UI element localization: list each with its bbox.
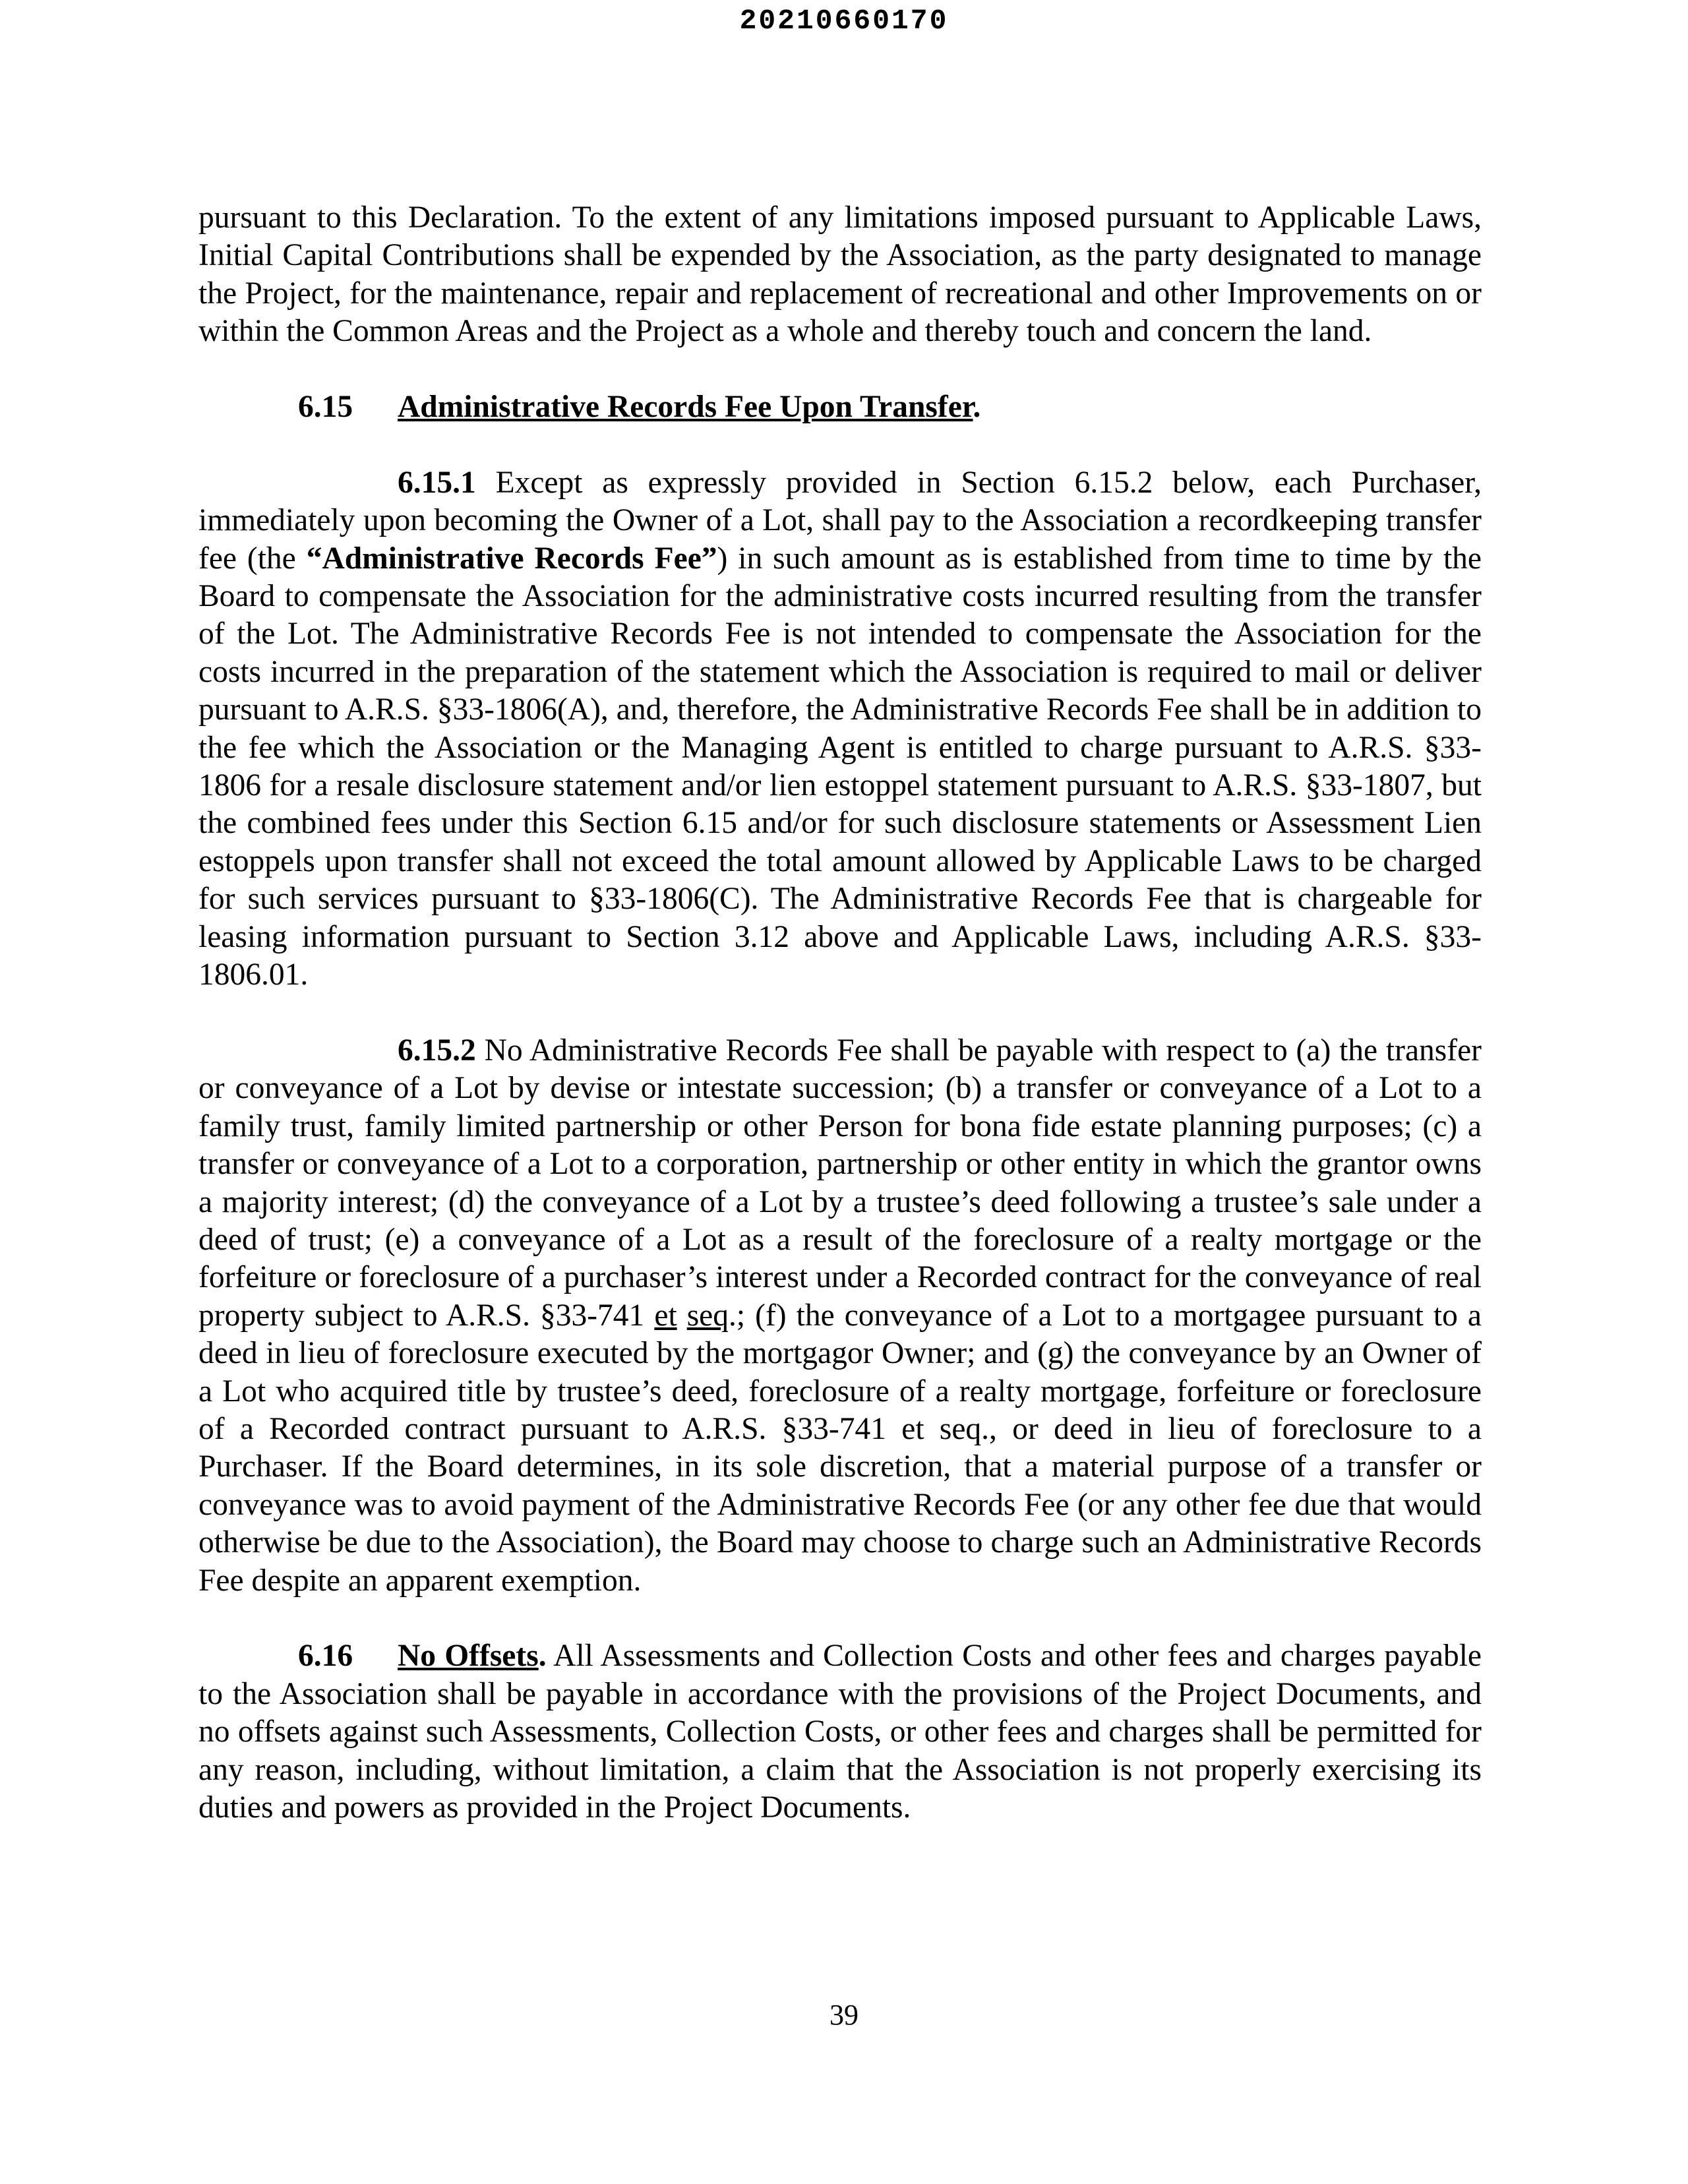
paragraph-6-15-1	[198, 464, 1482, 994]
section-title: Administrative Records Fee Upon Transfer	[398, 390, 973, 425]
paragraph-text: ) in such amount as is established from time to time by the Board to compensate the Association for the administrative costs incurred resulting from the transfer of the Lot. The Administrative Records Fee is not intended to compensate the Association for the costs incurred in the preparation of the statement which the Association is required to mail or deliver pursuant to A.R.S. §33-1806(A), and, therefore, the Administrative Records Fee shall be in addition to the fee which the Association or the Managing Agent is entitled to charge pursuant to A.R.S. §33-1806 for a resale disclosure statement and/or lien estoppel statement pursuant to A.R.S. §33-1807, but the combined fees under this Section 6.15 and/or for such disclosure statements or Assessment Lien estoppels upon transfer shall not exceed the total amount allowed by Applicable Laws to be charged for such services pursuant to §33-1806(C). The Administrative Records Fee that is chargeable for leasing information pursuant to Section 3.12 above and Applicable Laws, including A.R.S. §33-1806.01.	[198, 541, 1482, 992]
subsection-number: 6.15.1	[398, 465, 476, 500]
section-title-period: .	[538, 1639, 547, 1674]
space	[677, 1298, 687, 1333]
section-title-period: .	[973, 390, 981, 425]
page-number: 39	[829, 1999, 859, 2031]
document-body	[198, 199, 1482, 1827]
latin-term-et: et	[654, 1298, 677, 1333]
paragraph-text: No Administrative Records Fee shall be payable with respect to (a) the transfer or conveyance of a Lot by devise or intestate succession; (b) a transfer or conveyance of a Lot to a family trust, family limited partnership or other Person for bona fide estate planning purposes; (c) a transfer or conveyance of a Lot to a corporation, partnership or other entity in which the grantor owns a majority interest; (d) the conveyance of a Lot by a trustee’s deed following a trustee’s sale under a deed of trust; (e) a conveyance of a Lot as a result of the foreclosure of a realty mortgage or the forfeiture or foreclosure of a purchaser’s interest under a Recorded contract for the conveyance of real property subject to A.R.S. §33-741	[198, 1033, 1482, 1333]
intro-paragraph: pursuant to this Declaration. To the extent of any limitations imposed pursuant to Applicable Laws, Initial Capital Contributions shall be expended by the Association, as the party designated to manage the Project, for the maintenance, repair and replacement of recreational and other Improvements on or within the Common Areas and the Project as a whole and thereby touch and concern the land.	[198, 200, 1482, 349]
section-6-15-heading	[198, 388, 1482, 426]
section-6-16	[198, 1637, 1482, 1827]
section-number: 6.15	[298, 390, 353, 425]
paragraph-6-15-2	[198, 1032, 1482, 1600]
document-number: 20210660170	[739, 5, 949, 37]
paragraph-text: .; (f) the conveyance of a Lot to a mortgagee pursuant to a deed in lieu of foreclosure executed by the mortgagor Owner; and (g) the conveyance by an Owner of a Lot who acquired title by trustee’s deed, foreclosure of a realty mortgage, forfeiture or foreclosure of a Recorded contract pursuant to A.R.S. §33-741 et seq., or deed in lieu of foreclosure to a Purchaser. If the Board determines, in its sole discretion, that a material purpose of a transfer or conveyance was to avoid payment of the Administrative Records Fee (or any other fee due that would otherwise be due to the Association), the Board may choose to charge such an Administrative Records Fee despite an apparent exemption.	[198, 1298, 1482, 1598]
latin-term-seq: seq	[686, 1298, 729, 1333]
defined-term: “Administrative Records Fee”	[306, 541, 717, 576]
section-title: No Offsets	[398, 1639, 539, 1674]
paragraph-text: All Assessments and Collection Costs and other fees and charges payable to the Association shall be payable in accordance with the provisions of the Project Documents, and no offsets against such Assessments, Collection Costs, or other fees and charges shall be permitted for any reason, including, without limitation, a claim that the Association is not properly exercising its duties and powers as provided in the Project Documents.	[198, 1639, 1482, 1825]
paragraph-text: Except as expressly provided in Section 6.15.2 below, each Purchaser, immediately upon becoming the Owner of a Lot, shall pay to the Association a recordkeeping transfer fee (the	[198, 465, 1482, 576]
section-number: 6.16	[298, 1639, 353, 1674]
subsection-number: 6.15.2	[398, 1033, 476, 1068]
